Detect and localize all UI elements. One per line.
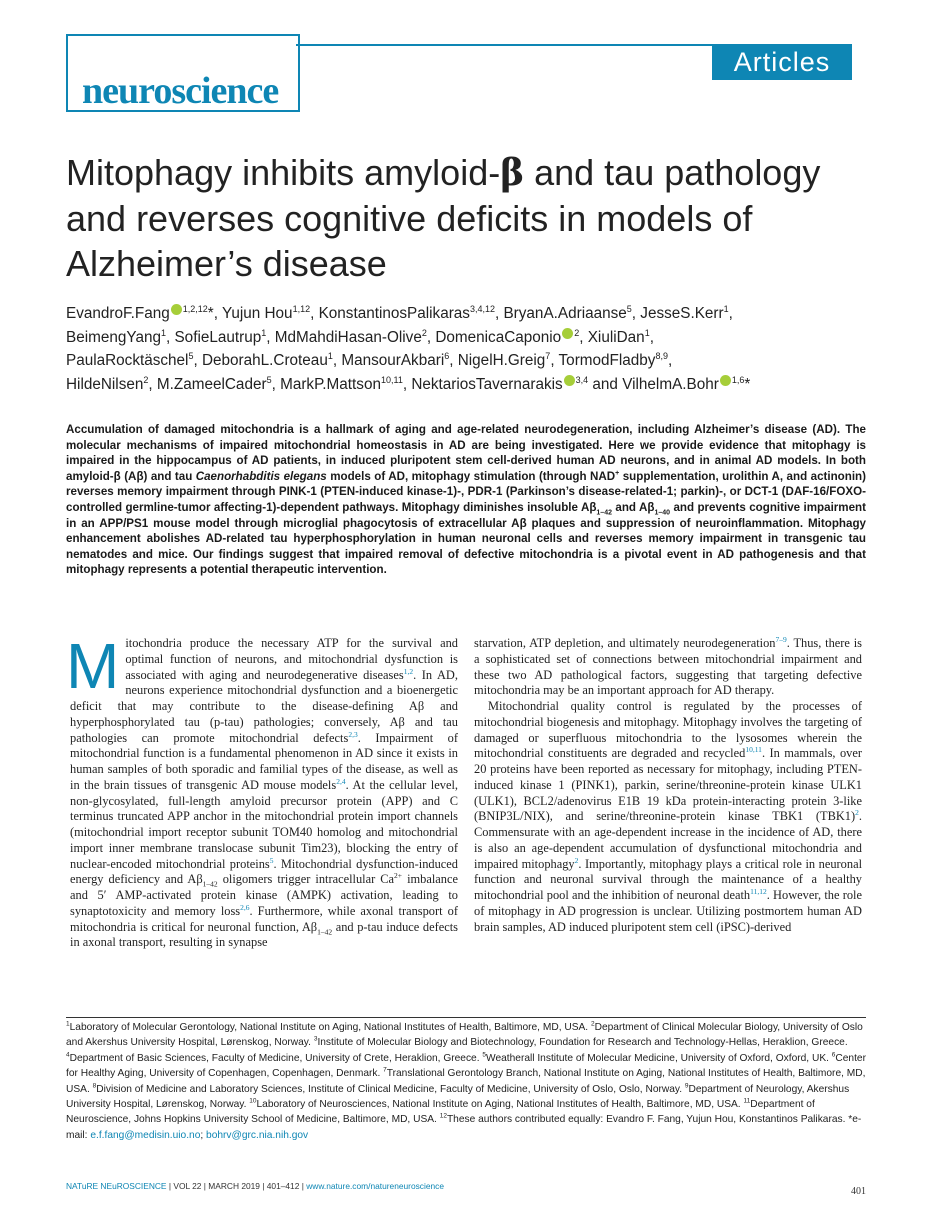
orcid-icon[interactable] [562,328,573,339]
journal-url-link[interactable]: www.nature.com/natureneuroscience [306,1181,445,1191]
body-column-left [66,630,458,951]
body-paragraph: starvation, ATP depletion, and ultimately neurodegeneration$^{7-9}$. Thus, there is a sophisticated set of connections between mitochondrial impairment and these two AD pathological factors, suggesting that targeting defective mitochondria may be an important approach for AD therapy. [474,635,862,698]
body-paragraph: Mitochondrial quality control is regulated by the processes of mitochondrial biogenesis and mitophagy. Mitophagy involves the targeting of damaged or superfluous mitochondria to the lysosomes wherein the mitochondrial constituents are degraded and recycled$^{10,11}$. In mammals, over 20 proteins have been reported as necessary for mitophagy, including PTEN-induced kinase 1 (PINK1), parkin, serine/threonine-protein kinase ULK1 (ULK1), BCL2/adenovirus E1B 19 kDa protein-interacting protein 3-like (BNIP3L/NIX), and serine/threonine-protein kinase TBK1 (TBK1)$^2$. Commensurate with an age-dependent increase in the incidence of AD, there is also an age-dependent accumulation of dysfunctional mitochondria and impaired mitophagy$^2$. Importantly, mitophagy plays a critical role in neuronal function and neuronal survival through the maintenance of a healthy mitochondrial pool and the inhibition of neuronal death$^{11,12}$. However, the role of mitophagy in AD progression is unclear. Utilizing postmortem human AD brain samples, AD induced pluripotent stem cell (iPSC)-derived [474,699,863,934]
author-line-1: EvandroF.Fang $^{1,2,12}$*, Yujun Hou$^{1,12}$, KonstantinosPalikaras$^{3,4,12}$, BryanA.Adriaanse$^5$, JesseS.Kerr$^1$, [66,303,733,322]
body-column-right [474,636,862,935]
journal-logo: neuroscience [82,70,279,112]
author-list [66,302,866,396]
citation-link[interactable]: 2 [855,808,859,818]
affiliations: $^1$Laboratory of Molecular Gerontology, National Institute on Aging, National Institutes of Health, Baltimore, MD, USA. $^2$Department of Clinical Molecular Biology, University of Oslo and Akershus University Hospital, Lørenskog, Norway. $^3$Institute of Molecular Biology and Biotechnology, Foundation for Research and Technology-Hellas, Heraklion, Greece. $^4$Department of Basic Sciences, Faculty of Medicine, University of Crete, Heraklion, Greece. $^5$Weatherall Institute of Molecular Medicine, University of Oxford, Oxford, UK. $^6$Center for Healthy Aging, University of Copenhagen, Copenhagen, Denmark. $^7$Translational Gerontology Branch, National Institute on Aging, National Institutes of Health, Baltimore, MD, USA. $^8$Division of Medicine and Laboratory Sciences, Institute of Clinical Medicine, Faculty of Medicine, University of Oslo, Oslo, Norway. $^9$Department of Neurology, Akershus University Hospital, Lørenskog, Norway. $^{10}$Laboratory of Neurosciences, National Institute on Aging, National Institutes of Health, Baltimore, MD, USA. $^{11}$Department of Neuroscience, Johns Hopkins University School of Medicine, Baltimore, MD, USA. $^{12}$These authors contributed equally: Evandro F. Fang, Yujun Hou, Konstantinos Palikaras. *e-mail: e.f.fang@medisin.uio.no; bohrv@grc.nia.nih.gov [66,1020,866,1141]
citation-link[interactable]: 2 [574,855,579,865]
section-label: Articles [712,44,852,80]
citation-link[interactable]: 10,11 [745,745,762,755]
citation-link[interactable]: 1,2 [403,666,414,676]
abstract: Accumulation of damaged mitochondria is a hallmark of aging and age-related neurodegeneration, including Alzheimer’s disease (AD). The molecular mechanisms of impaired mitochondrial homeostasis in AD are being investigated. Here we provide evidence that mitophagy is impaired in the hippocampus of AD patients, in induced pluripotent stem cell-derived human AD neurons, and in animal AD models. In both amyloid-β (Aβ) and tau Caenorhabditis elegans models of AD, mitophagy stimulation (through NAD+ supplementation, urolithin A, and actinonin) reverses memory impairment through PINK-1 (PTEN-induced kinase-1)-, PDR-1 (Parkinson’s disease-related-1; parkin)-, or DCT-1 (DAF-16/FOXO-controlled germline-tumor affecting-1)-dependent pathways. Mitophagy diminishes insoluble $A\beta_{1-42}$ and $A\beta_{1-40}$ and prevents cognitive impairment in an APP/PS1 mouse model through microglial phagocytosis of extracellular Aβ plaques and suppression of neuroinflammation. Mitophagy enhancement abolishes AD-related tau hyperphosphorylation in human neuronal cells and reverses memory impairment in transgenic tau nematodes and mice. Our findings suggest that impaired removal of defective mitochondria is a pivotal event in AD pathogenesis and that mitophagy represents a potential therapeutic intervention. [66,423,867,577]
page-footer: NATuRE NEuROSCIENCE | VOL 22 | MARCH 2019 | 401–412 | www.nature.com/natureneuroscience [66,1181,445,1191]
email-link[interactable]: e.f.fang@medisin.uio.no [90,1129,201,1141]
citation-link[interactable]: 2,6 [240,902,250,912]
journal-masthead [66,34,300,112]
drop-cap: M [66,630,120,702]
journal-name: NATuRE NEuROSCIENCE [66,1181,167,1191]
article-title: Mitophagy inhibits amyloid-β and tau pathology and reverses cognitive deficits in models of Alzheimer’s disease [66,152,821,284]
footnote-divider [66,1017,866,1018]
citation-link[interactable]: 7–9 [775,635,787,644]
masthead-rule [296,44,712,46]
orcid-icon[interactable] [720,375,731,386]
citation-link[interactable]: 2,4 [336,776,346,786]
intro-paragraph: Mitochondria produce the necessary ATP for the survival and optimal function of neurons, and mitochondrial dysfunction is associated with aging and neurodegenerative diseases$^{1,2}$. In AD, neurons experience mitochondrial dysfunction and a bioenergetic deficit that may contribute to the disease-defining Aβ and hyperphosphorylated tau (p-tau) pathologies; conversely, Aβ and tau pathologies can promote mitochondrial defects$^{2,3}$. Impairment of mitochondrial function is a fundamental phenomenon in AD since it exists in human samples of both sporadic and familial types of the disease, as well as in the brain tissues of transgenic AD mouse models$^{2,4}$. At the cellular level, non-glycosylated, full-length amyloid precursor protein (APP) and C terminus truncated APP anchor in the mitochondrial protein import channels (mitochondrial import receptor subunit TOM40 homolog and mitochondrial import inner membrane translocase subunit Tim23), blocking the entry of nuclear-encoded mitochondrial proteins$^5$. Mitochondrial dysfunction-induced energy deficiency and $A\beta_{1-42}$ oligomers trigger intracellular $Ca^{2+}$ imbalance and 5′ AMP-activated protein kinase (AMPK) activation, leading to synaptotoxicity and memory loss$^{2,6}$. Furthermore, while axonal transport of mitochondria is critical for neuronal function, $A\beta_{1-42}$ and p-tau induce defects in axonal transport, resulting in synapse [66,630,458,950]
author-line-2: BeimengYang$^1$, SofieLautrup$^1$, MdMahdiHasan-Olive$^2$, DomenicaCaponio $^2$, XiuliDan$^1$, [66,327,654,346]
page-number: 401 [851,1186,866,1197]
orcid-icon[interactable] [564,375,575,386]
author-line-4: HildeNilsen$^2$, M.ZameelCader$^5$, MarkP.Mattson$^{10,11}$, NektariosTavernarakis $^{3,4}$ and VilhelmA.Bohr $^{1,6}$* [66,374,751,393]
email-link[interactable]: bohrv@grc.nia.nih.gov [206,1129,309,1141]
author-line-3: PaulaRocktäschel$^5$, DeborahL.Croteau$^1$, MansourAkbari$^6$, NigelH.Greig$^7$, TormodFladby$^{8,9}$, [66,350,673,369]
citation-link[interactable]: 11,12 [750,887,767,896]
citation-link[interactable]: 5 [269,855,274,865]
citation-link[interactable]: 2,3 [348,729,358,739]
orcid-icon[interactable] [171,304,182,315]
